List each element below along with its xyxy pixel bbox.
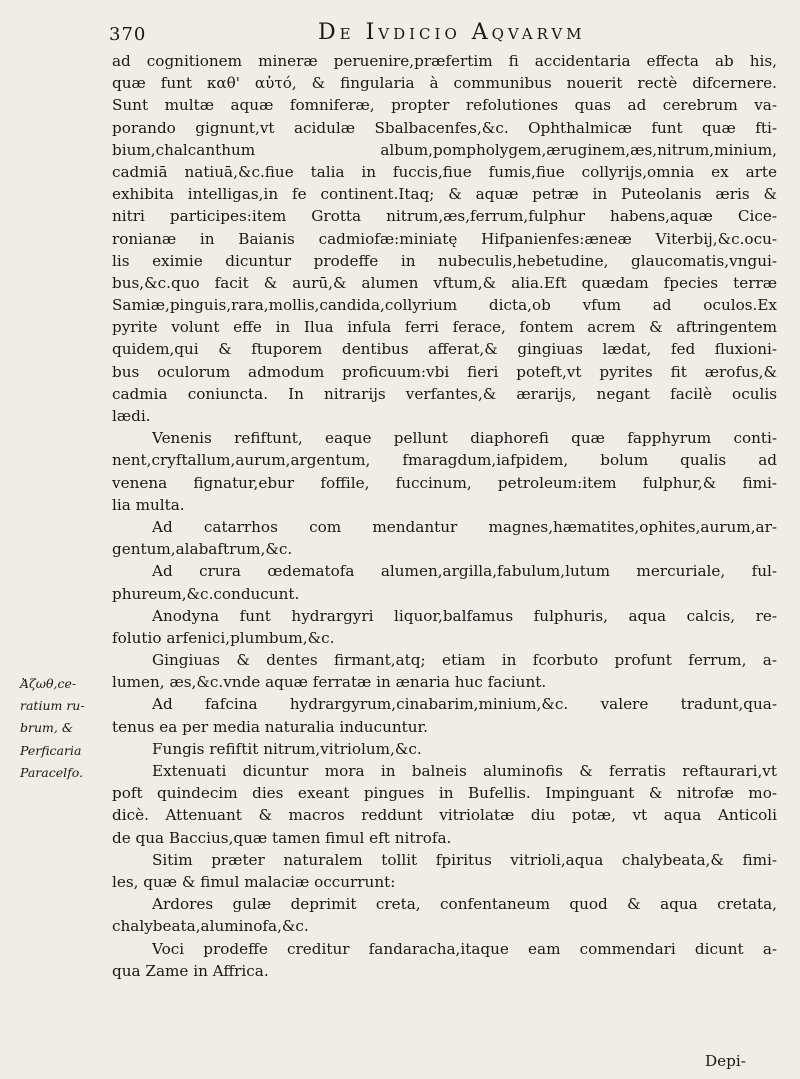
text-line: porando gignunt,vt acidulæ Sbalbacenfes,&c. Ophthalmicæ funt quæ fti- [112, 118, 777, 137]
text-line: venena fignatur,ebur foffile, fuccinum, petroleum:item fulphur,& fimi- [112, 473, 777, 492]
text-line: cadmia coniuncta. In nitrarijs verfantes,& ærarijs, negant facilè oculis [112, 384, 777, 403]
text-line: nitri participes:item Grotta nitrum,æs,ferrum,fulphur habens,aquæ Cice- [112, 207, 777, 226]
text-line: cadmiā natiuā,&c.fiue talia in fuccis,fiue fumis,fiue collyrijs,omnia ex arte [112, 162, 777, 181]
text-line: gentum,alabaftrum,&c. [112, 540, 293, 559]
text-line: tenus ea per media naturalia inducuntur. [112, 717, 428, 736]
marginal-note [20, 673, 110, 784]
body-text [112, 50, 777, 982]
text-line: Sunt multæ aquæ fomniferæ, propter refolutiones quas ad cerebrum va- [112, 96, 777, 115]
text-line: bus,&c.quo facit & aurū,& alumen vftum,& alia.Eft quædam fpecies terræ [112, 273, 777, 292]
text-line: lædi. [112, 407, 151, 425]
text-line: Anodyna funt hydrargyri liquor,balfamus fulphuris, aqua calcis, re- [152, 606, 777, 625]
text-line: qua Zame in Affrica. [112, 961, 269, 980]
text-line: Fungis refiftit nitrum,vitriolum,&c. [152, 739, 422, 758]
text-line: Voci prodeffe creditur fandaracha,itaque eam commendari dicunt a- [152, 939, 777, 958]
page-number: 370 [109, 24, 147, 45]
text-line: Ardores gulæ deprimit creta, confentaneum quod & aqua cretata, [152, 895, 777, 914]
text-line: Sitim præter naturalem tollit fpiritus vitrioli,aqua chalybeata,& fimi- [152, 850, 777, 869]
text-line: les, quæ & fimul malaciæ occurrunt: [112, 872, 396, 891]
text-line: dicè. Attenuant & macros reddunt vitriolatæ diu potæ, vt aqua Anticoli [112, 806, 777, 825]
running-head: De Ivdicio Aqvarvm [318, 20, 586, 45]
text-line: quidem,qui & ftuporem dentibus afferat,& gingiuas lædat, fed fluxioni- [112, 340, 777, 359]
text-line: chalybeata,aluminofa,&c. [112, 917, 309, 936]
text-line: Venenis refiftunt, eaque pellunt diaphorefi quæ fapphyrum conti- [152, 429, 777, 448]
text-line: exhibita intelligas,in fe continent.Itaq; & aquæ petræ in Puteolanis æris & [112, 185, 777, 204]
text-line: nent,cryftallum,aurum,argentum, fmaragdum,iafpidem, bolum qualis ad [112, 451, 777, 470]
page-header [0, 14, 800, 50]
text-line: poft quindecim dies exeant pingues in Bufellis. Impinguant & nitrofæ mo- [112, 784, 777, 803]
text-line: Extenuati dicuntur mora in balneis aluminofis & ferratis reftaurari,vt [152, 762, 777, 780]
marginal-note-line: Ἀζωθ,ce- [20, 676, 77, 691]
text-line: lis eximie dicuntur prodeffe in nubeculis,hebetudine, glaucomatis,vngui- [112, 251, 777, 270]
text-line: quæ funt καθ' αὑτό, & fingularia à communibus nouerit rectè difcernere. [112, 74, 777, 93]
text-line: bium,chalcanthum album,pompholygem,æruginem,æs,nitrum,minium, [112, 140, 777, 159]
text-line: folutio arfenici,plumbum,&c. [112, 628, 335, 647]
text-line: ronianæ in Baianis cadmiofæ:miniatę Hifpanienfes:æneæ Viterbij,&c.ocu- [112, 229, 777, 248]
text-line: Samiæ,pinguis,rara,mollis,candida,collyrium dicta,ob vfum ad oculos.Ex [112, 296, 777, 315]
text-line: Gingiuas & dentes firmant,atq; etiam in fcorbuto profunt ferrum, a- [152, 651, 777, 670]
catchword: Depi- [705, 1052, 746, 1070]
text-line: de qua Baccius,quæ tamen fimul eft nitrofa. [112, 828, 452, 847]
marginal-note-line: brum, & [20, 720, 73, 736]
text-line: bus oculorum admodum proficuum:vbi fieri poteft,vt pyrites fit ærofus,& [112, 362, 777, 381]
text-line: lumen, æs,&c.vnde aquæ ferratæ in ænaria huc faciunt. [112, 673, 547, 692]
text-line: lia multa. [112, 495, 185, 514]
text-line: ad cognitionem mineræ peruenire,præfertim fi accidentaria effecta ab his, [112, 52, 777, 70]
marginal-note-line: ratium ru- [20, 698, 85, 714]
text-line: Ad crura œdematofa alumen,argilla,fabulum,lutum mercuriale, ful- [152, 562, 777, 581]
text-line: Ad catarrhos com mendantur magnes,hæmatites,ophites,aurum,ar- [152, 517, 777, 536]
text-line: phureum,&c.conducunt. [112, 584, 300, 603]
text-line: Ad fafcina hydrargyrum,cinabarim,minium,&c. valere tradunt,qua- [152, 695, 777, 714]
marginal-note-line: Paracelfo. [20, 764, 84, 780]
marginal-note-line: Perficaria [20, 742, 82, 758]
text-line: pyrite volunt effe in Ilua infula ferri ferace, fontem acrem & aftringentem [112, 318, 777, 337]
